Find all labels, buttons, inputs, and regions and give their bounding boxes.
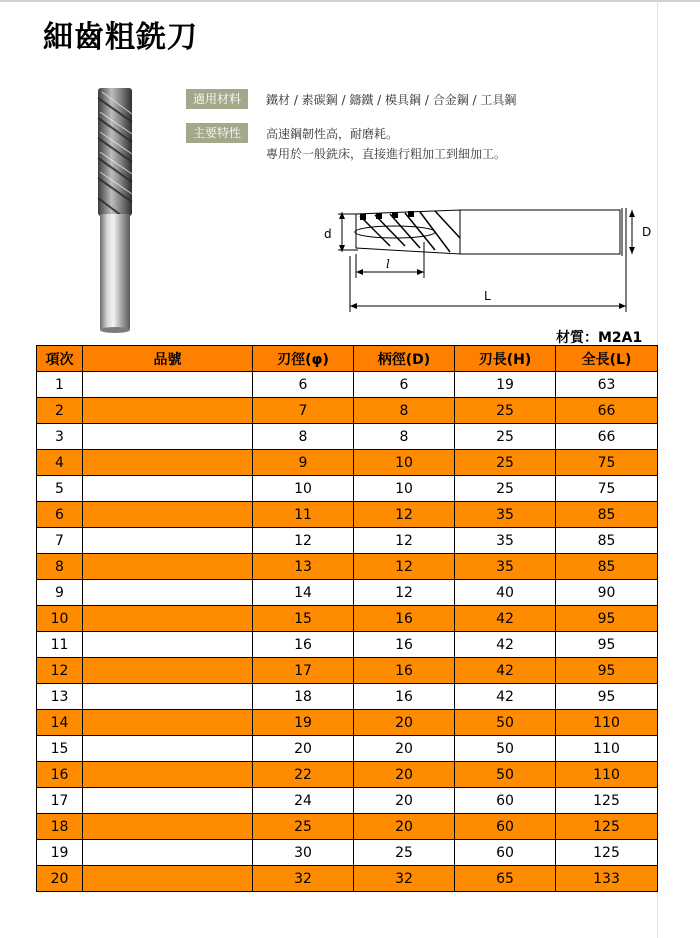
cell-overall-length: 85 (556, 554, 658, 580)
cell-flute-length: 50 (455, 762, 556, 788)
cell-overall-length: 75 (556, 476, 658, 502)
cell-shank-diameter: 20 (354, 762, 455, 788)
cell-part-no (83, 372, 253, 398)
header-part-no: 品號 (83, 346, 253, 372)
cell-overall-length: 75 (556, 450, 658, 476)
cell-part-no (83, 398, 253, 424)
cell-overall-length: 95 (556, 658, 658, 684)
cell-flute-length: 42 (455, 632, 556, 658)
cell-cutting-diameter: 7 (253, 398, 354, 424)
cell-flute-length: 35 (455, 554, 556, 580)
table-row (37, 476, 658, 502)
cell-shank-diameter: 8 (354, 424, 455, 450)
cell-shank-diameter: 25 (354, 840, 455, 866)
cell-shank-diameter: 12 (354, 580, 455, 606)
cell-part-no (83, 424, 253, 450)
cell-item-no: 14 (37, 710, 83, 736)
end-mill-photo (92, 88, 158, 334)
cell-item-no: 8 (37, 554, 83, 580)
cell-item-no: 10 (37, 606, 83, 632)
cell-shank-diameter: 16 (354, 684, 455, 710)
label-d: d (324, 227, 332, 241)
table-row (37, 684, 658, 710)
cell-shank-diameter: 6 (354, 372, 455, 398)
table-row (37, 502, 658, 528)
table-row (37, 580, 658, 606)
cell-cutting-diameter: 8 (253, 424, 354, 450)
cell-part-no (83, 476, 253, 502)
cell-item-no: 13 (37, 684, 83, 710)
header-overall-length: 全長(L) (556, 346, 658, 372)
cell-shank-diameter: 12 (354, 502, 455, 528)
cell-overall-length: 110 (556, 762, 658, 788)
table-row (37, 632, 658, 658)
cell-item-no: 15 (37, 736, 83, 762)
cell-item-no: 17 (37, 788, 83, 814)
cell-cutting-diameter: 20 (253, 736, 354, 762)
cell-shank-diameter: 20 (354, 814, 455, 840)
header-shank-diameter: 柄徑(D) (354, 346, 455, 372)
cell-overall-length: 95 (556, 684, 658, 710)
cell-part-no (83, 840, 253, 866)
cell-part-no (83, 684, 253, 710)
cell-overall-length: 133 (556, 866, 658, 892)
cell-flute-length: 42 (455, 684, 556, 710)
table-row (37, 606, 658, 632)
cell-item-no: 19 (37, 840, 83, 866)
cell-shank-diameter: 16 (354, 632, 455, 658)
cell-overall-length: 125 (556, 788, 658, 814)
cell-flute-length: 19 (455, 372, 556, 398)
cell-shank-diameter: 16 (354, 658, 455, 684)
cell-item-no: 6 (37, 502, 83, 528)
table-row (37, 424, 658, 450)
table-row (37, 736, 658, 762)
cell-flute-length: 65 (455, 866, 556, 892)
cell-flute-length: 25 (455, 450, 556, 476)
cell-part-no (83, 658, 253, 684)
cell-cutting-diameter: 12 (253, 528, 354, 554)
cell-item-no: 11 (37, 632, 83, 658)
table-row (37, 788, 658, 814)
cell-flute-length: 25 (455, 476, 556, 502)
cell-flute-length: 35 (455, 502, 556, 528)
cell-cutting-diameter: 6 (253, 372, 354, 398)
cell-cutting-diameter: 14 (253, 580, 354, 606)
cell-flute-length: 42 (455, 658, 556, 684)
tag-main-features: 主要特性 (186, 123, 248, 143)
cell-item-no: 3 (37, 424, 83, 450)
cell-overall-length: 95 (556, 606, 658, 632)
cell-part-no (83, 606, 253, 632)
cell-shank-diameter: 20 (354, 710, 455, 736)
cell-overall-length: 85 (556, 528, 658, 554)
cell-part-no (83, 710, 253, 736)
cell-shank-diameter: 8 (354, 398, 455, 424)
cell-flute-length: 42 (455, 606, 556, 632)
cell-overall-length: 90 (556, 580, 658, 606)
cell-shank-diameter: 32 (354, 866, 455, 892)
table-body (37, 372, 658, 892)
cell-overall-length: 95 (556, 632, 658, 658)
cell-cutting-diameter: 18 (253, 684, 354, 710)
cell-flute-length: 25 (455, 424, 556, 450)
header-cutting-diameter: 刃徑(φ) (253, 346, 354, 372)
cell-overall-length: 66 (556, 398, 658, 424)
cell-part-no (83, 554, 253, 580)
material-note: 材質：M2A1 (556, 330, 643, 346)
cell-overall-length: 85 (556, 502, 658, 528)
cell-flute-length: 60 (455, 788, 556, 814)
cell-flute-length: 25 (455, 398, 556, 424)
cell-part-no (83, 528, 253, 554)
cell-overall-length: 63 (556, 372, 658, 398)
cell-overall-length: 110 (556, 710, 658, 736)
cell-part-no (83, 450, 253, 476)
spec-table (36, 345, 658, 892)
cell-cutting-diameter: 17 (253, 658, 354, 684)
cell-part-no (83, 762, 253, 788)
table-row (37, 762, 658, 788)
cell-cutting-diameter: 11 (253, 502, 354, 528)
table-row (37, 840, 658, 866)
cell-part-no (83, 632, 253, 658)
cell-cutting-diameter: 16 (253, 632, 354, 658)
table-row (37, 372, 658, 398)
cell-item-no: 9 (37, 580, 83, 606)
table-row (37, 658, 658, 684)
cell-flute-length: 60 (455, 840, 556, 866)
cell-flute-length: 35 (455, 528, 556, 554)
applicable-materials-text: 鐵材 / 素碳鋼 / 鑄鐵 / 模具鋼 / 合金鋼 / 工具鋼 (266, 93, 517, 107)
cell-shank-diameter: 12 (354, 554, 455, 580)
cell-cutting-diameter: 19 (253, 710, 354, 736)
cell-part-no (83, 580, 253, 606)
table-header-row (37, 346, 658, 372)
label-L: L (484, 289, 491, 303)
cell-item-no: 20 (37, 866, 83, 892)
cell-overall-length: 110 (556, 736, 658, 762)
table-row (37, 398, 658, 424)
table-row (37, 528, 658, 554)
table-row (37, 866, 658, 892)
cell-shank-diameter: 10 (354, 476, 455, 502)
cell-part-no (83, 502, 253, 528)
table-row (37, 814, 658, 840)
table-row (37, 450, 658, 476)
cell-flute-length: 40 (455, 580, 556, 606)
cell-shank-diameter: 20 (354, 736, 455, 762)
cell-part-no (83, 788, 253, 814)
cell-shank-diameter: 20 (354, 788, 455, 814)
main-features-line-1: 高速鋼韌性高，耐磨耗。 (266, 127, 399, 141)
header-flute-length: 刃長(H) (455, 346, 556, 372)
cell-cutting-diameter: 9 (253, 450, 354, 476)
cell-flute-length: 60 (455, 814, 556, 840)
cell-cutting-diameter: 10 (253, 476, 354, 502)
cell-cutting-diameter: 30 (253, 840, 354, 866)
cell-shank-diameter: 10 (354, 450, 455, 476)
cell-overall-length: 125 (556, 814, 658, 840)
dimension-diagram (320, 198, 665, 316)
cell-item-no: 5 (37, 476, 83, 502)
top-divider (0, 0, 700, 2)
cell-cutting-diameter: 32 (253, 866, 354, 892)
page-title: 細齒粗銑刀 (43, 20, 198, 55)
cell-shank-diameter: 12 (354, 528, 455, 554)
cell-cutting-diameter: 24 (253, 788, 354, 814)
cell-item-no: 2 (37, 398, 83, 424)
cell-flute-length: 50 (455, 736, 556, 762)
cell-overall-length: 66 (556, 424, 658, 450)
main-features-line-2: 專用於一般銑床，直接進行粗加工到細加工。 (266, 147, 507, 161)
table-row (37, 710, 658, 736)
cell-flute-length: 50 (455, 710, 556, 736)
table-row (37, 554, 658, 580)
cell-cutting-diameter: 13 (253, 554, 354, 580)
cell-item-no: 1 (37, 372, 83, 398)
header-item-no: 項次 (37, 346, 83, 372)
cell-shank-diameter: 16 (354, 606, 455, 632)
cell-cutting-diameter: 22 (253, 762, 354, 788)
cell-cutting-diameter: 25 (253, 814, 354, 840)
tag-applicable-materials: 適用材料 (186, 89, 248, 109)
label-l: l (386, 257, 390, 271)
cell-overall-length: 125 (556, 840, 658, 866)
cell-item-no: 4 (37, 450, 83, 476)
cell-cutting-diameter: 15 (253, 606, 354, 632)
cell-part-no (83, 736, 253, 762)
label-D: D (642, 225, 652, 239)
cell-item-no: 16 (37, 762, 83, 788)
cell-item-no: 12 (37, 658, 83, 684)
cell-item-no: 18 (37, 814, 83, 840)
cell-item-no: 7 (37, 528, 83, 554)
cell-part-no (83, 866, 253, 892)
cell-part-no (83, 814, 253, 840)
